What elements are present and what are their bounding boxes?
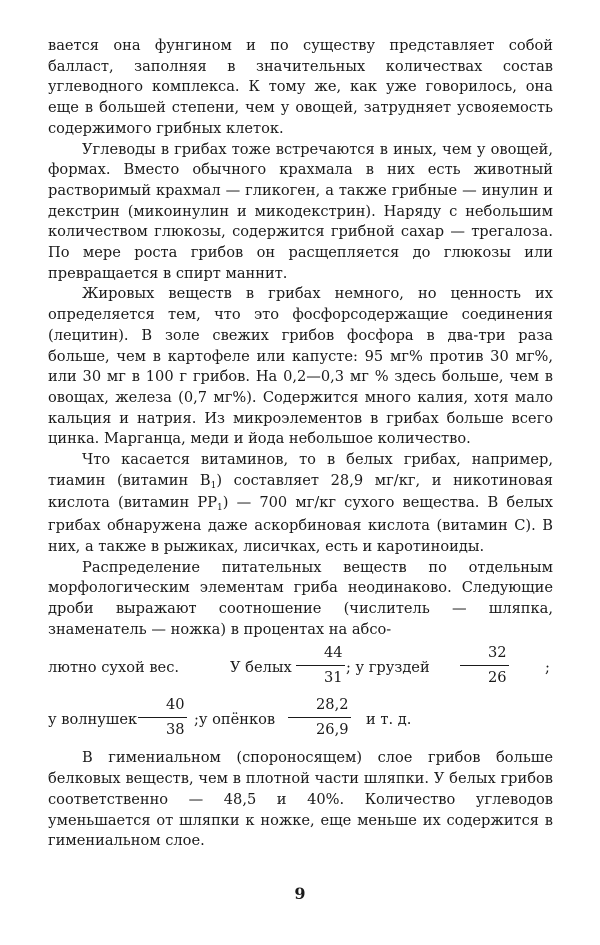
fraction-white-denominator: 31 [324, 669, 343, 687]
subscript-1: 1 [210, 480, 217, 491]
paragraph-5: Распределение питательных веществ по отдельным морфологическим элементам гриба неодинаково. Следующие дроби выражают соотношение (числитель — шляпка, знаменатель — ножка) в процентах на абсо- [48, 558, 553, 638]
fraction-white-numerator: 44 [296, 642, 345, 666]
fraction-label-volnushka: у волнушек [48, 711, 138, 729]
paragraph-4-part-c: ) — 700 мг/кг сухого вещества. В белых грибах обнаружена даже аскорбиновая кислота (витамин С). В них, а также в рыжиках, лисичках, есть и каротиноиды. [48, 494, 553, 555]
fraction-label-gruzd: ; у груздей [346, 659, 430, 677]
fraction-label-white: У белых [230, 659, 292, 677]
subscript-2: 1 [217, 503, 223, 514]
fraction-openok-denominator: 26,9 [316, 721, 349, 739]
fraction-gruzd-denominator: 26 [488, 669, 507, 687]
fraction-openok-numerator: 28,2 [288, 694, 351, 718]
paragraph-4-part-a: Что касается витаминов, то в белых грибах, например, тиамин (витамин В [48, 451, 553, 489]
paragraph-7: В гимениальном (спороносящем) слое грибов больше белковых веществ, чем в плотной части шляпки. У белых грибов соответственно — 48,5 и 40%. Количество углеводов уменьшается от шляпки к ножке, еще меньше их содержится в гимениальном слое. [48, 749, 553, 850]
fraction-line-2-end: и т. д. [366, 711, 412, 729]
fraction-volnushka [138, 694, 187, 741]
fraction-volnushka-denominator: 38 [166, 721, 185, 739]
fraction-white [296, 642, 345, 689]
fraction-line-1-lead: лютно сухой вес. [48, 659, 180, 677]
paragraph-4 [48, 450, 553, 558]
paragraph-3: Жировых веществ в грибах немного, но ценность их определяется тем, что это фосфорсодержащие соединения (лецитин). В золе свежих грибов фосфора в два-три раза больше, чем в картофеле или капусте: 95 мг% против 30 мг%, или 30 мг в 100 г грибов. На 0,2—0,3 мг % здесь больше, чем в овощах, железа (0,7 мг%). Содержится много калия, хотя мало кальция и натрия. Из микроэлементов в грибах больше всего цинка. Марганца, меди и йода небольшое количество. [48, 285, 553, 448]
page-number: 9 [294, 884, 306, 903]
fraction-line-1 [48, 642, 553, 688]
fraction-gruzd-numerator: 32 [460, 642, 509, 666]
paragraph-2: Углеводы в грибах тоже встречаются в иных, чем у овощей, формах. Вместо обычного крахмала в них есть животный растворимый крахмал — гликоген, а также грибные — инулин и декстрин (микоинулин и микодекстрин). Наряду с небольшим количеством глюкозы, содержится грибной сахар — трегалоза. По мере роста грибов он расщепляется до глюкозы или превращается в спирт маннит. [48, 140, 553, 282]
fraction-line-1-end: ; [545, 659, 550, 677]
fraction-label-openok: ;у опёнков [194, 711, 276, 729]
fraction-gruzd [460, 642, 509, 689]
paragraph-1: вается она фунгином и по существу представляет собой балласт, заполняя в значительных количествах состав углеводного комплекса. К тому же, как уже говорилось, она еще в большей степени, чем у овощей, затрудняет усвояемость содержимого грибных клеток. [48, 37, 553, 137]
paragraph-4-part-b: ) составляет 28,9 мг/кг, и никотиновая кислота (витамин РР [48, 471, 553, 512]
fraction-openok [288, 694, 351, 741]
fraction-line-2 [48, 694, 553, 740]
fraction-volnushka-numerator: 40 [138, 694, 187, 718]
page-body [48, 36, 553, 852]
